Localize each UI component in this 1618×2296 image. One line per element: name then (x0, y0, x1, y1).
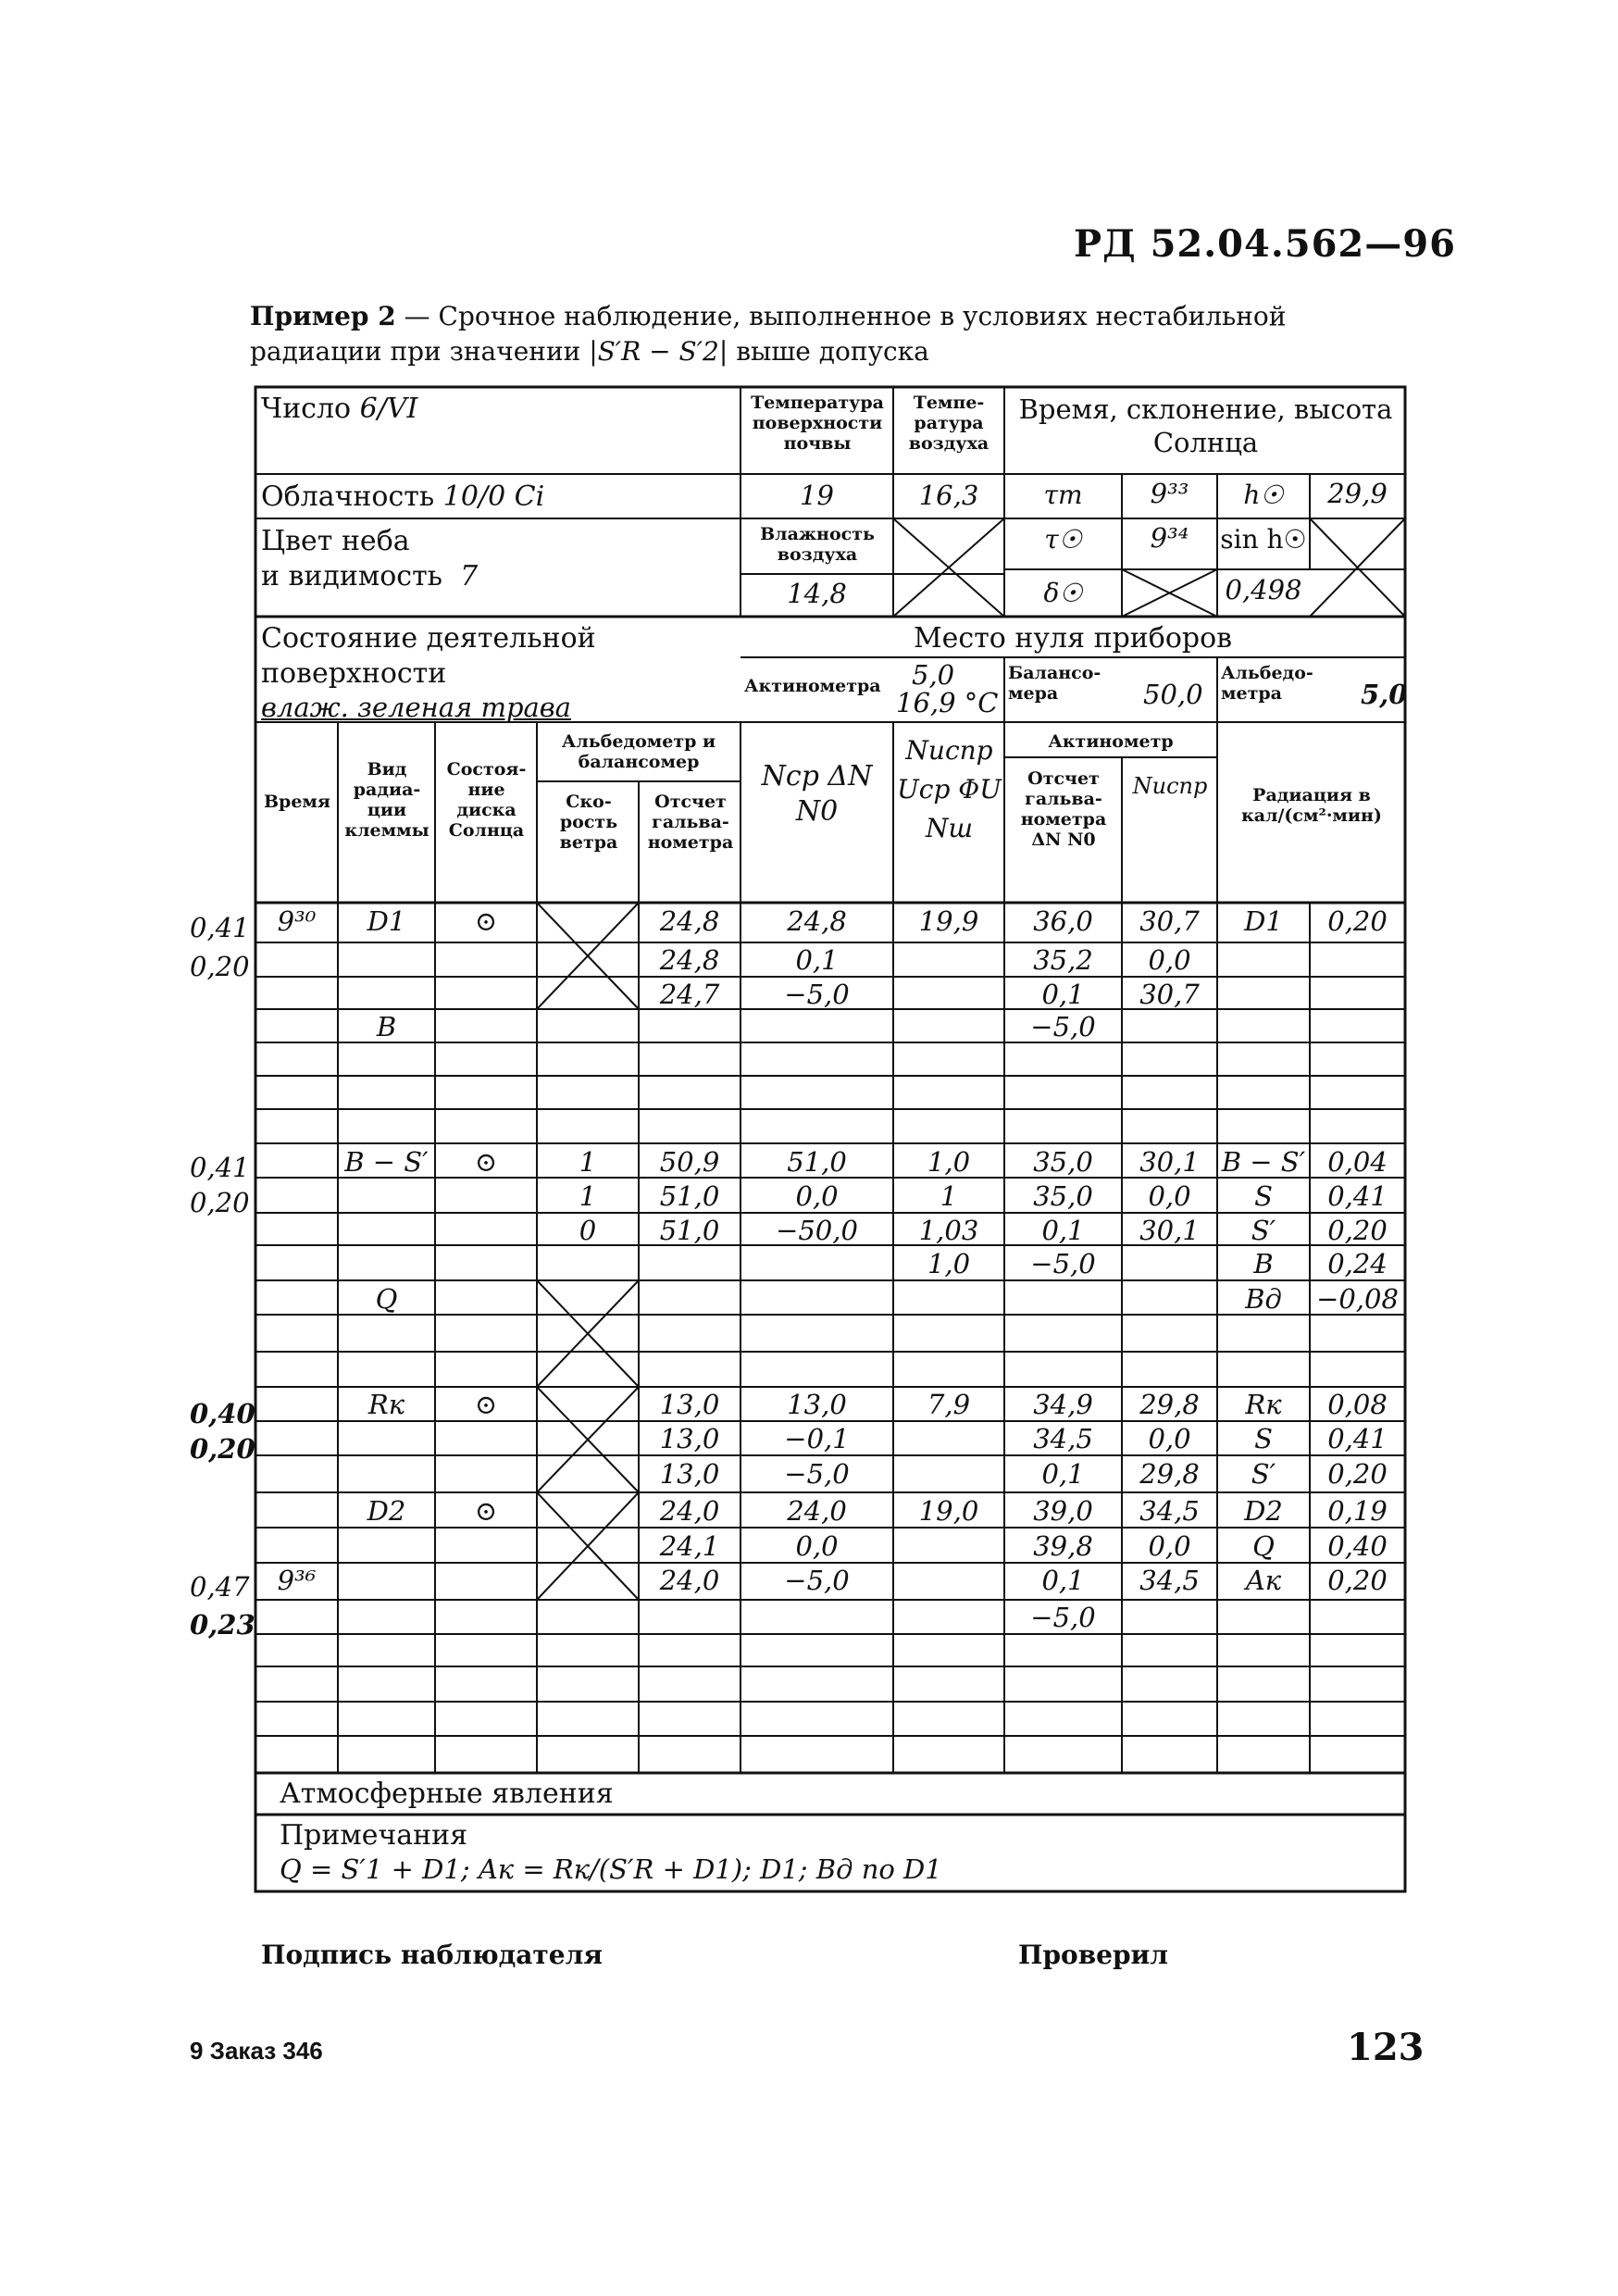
cell-rv: 0,20 (1327, 905, 1388, 937)
cell-actn: 0,0 (1148, 1180, 1191, 1212)
tau-m-label: τm (1043, 480, 1083, 510)
cell-actn: 30,7 (1139, 979, 1200, 1010)
cell-n: 51,0 (787, 1146, 847, 1178)
delta-label: δ☉ (1043, 578, 1083, 608)
cell-rv: 0,04 (1327, 1146, 1388, 1178)
signature-label: Подпись наблюдателя (261, 1940, 604, 1970)
cell-time: 9³⁶ (277, 1565, 317, 1596)
cell-rv: 0,41 (1327, 1180, 1388, 1212)
cell-actn: 29,8 (1139, 1458, 1200, 1490)
col-act-nispr: Nиспр (1132, 773, 1208, 799)
cell-n: 0,1 (795, 944, 839, 976)
surface-value: влаж. зеленая трава (261, 692, 571, 723)
col-radiation: Радиация в кал/(см²·мин) (1241, 785, 1382, 826)
cell-rl: D2 (1244, 1495, 1283, 1527)
example-line2a: радиации при значении | (250, 336, 598, 367)
cell-rl: Bд (1245, 1283, 1282, 1315)
cell-n: 13,0 (787, 1389, 847, 1420)
cell-type: D1 (367, 905, 406, 937)
cell-act: 35,0 (1033, 1146, 1093, 1178)
cell-rv: 0,08 (1327, 1389, 1388, 1420)
col-galv: Отсчет гальва-нометра (647, 792, 734, 853)
cell-type: D2 (367, 1495, 406, 1527)
cell-n: 24,0 (787, 1495, 847, 1527)
h-sun-label: h☉ (1243, 480, 1284, 510)
cell-nispr: 1,0 (927, 1248, 971, 1279)
cell-n: −5,0 (784, 979, 850, 1010)
cell-actn: 34,5 (1139, 1495, 1200, 1527)
col-n: Nср ΔN N0 (761, 760, 873, 828)
air-temp-label: Темпе-ратура воздуха (908, 393, 989, 454)
checked-label: Проверил (1018, 1940, 1169, 1970)
cell-disk: ⊙ (474, 905, 498, 937)
margin-value: 0,47 (190, 1571, 250, 1603)
cell-act: −5,0 (1030, 1011, 1096, 1042)
cell-actn: 29,8 (1139, 1389, 1200, 1420)
example-line2b: | выше допуска (718, 336, 929, 367)
soil-temp-value: 19 (800, 480, 834, 511)
example-formula: S′R − S′2 (597, 336, 719, 367)
notes-formula: Q = S′1 + D1; Aк = Rк/(S′R + D1); D1; Bд по D1 (280, 1853, 942, 1885)
cell-act: 35,0 (1033, 1180, 1093, 1212)
cell-actn: 34,5 (1139, 1565, 1200, 1596)
h-sun-value: 29,9 (1327, 478, 1388, 509)
col-albedo-group: Альбедометр и балансомер (561, 731, 716, 772)
cell-galv: 50,9 (659, 1146, 720, 1178)
cell-n: −5,0 (784, 1565, 850, 1596)
albedo-label: Альбедо-метра (1221, 663, 1313, 704)
cell-nispr: 1,0 (927, 1146, 971, 1178)
cell-disk: ⊙ (474, 1389, 498, 1420)
cell-rl: S (1254, 1423, 1273, 1454)
cell-rv: 0,24 (1327, 1248, 1388, 1279)
col-time: Время (264, 792, 330, 812)
soil-temp-label: Температура поверхности почвы (751, 393, 884, 454)
order-label: 9 Заказ 346 (190, 2037, 323, 2065)
sinh-label: sin h☉ (1220, 524, 1307, 555)
cell-galv: 51,0 (659, 1180, 720, 1212)
cell-wind: 0 (579, 1215, 597, 1246)
cell-rl: S′ (1251, 1215, 1276, 1246)
cell-nispr: 1 (940, 1180, 958, 1212)
cell-act: 0,1 (1041, 1458, 1085, 1490)
cell-nispr: 7,9 (927, 1389, 971, 1420)
cell-n: −50,0 (776, 1215, 858, 1246)
margin-value: 0,23 (190, 1609, 255, 1641)
cell-rv: −0,08 (1316, 1283, 1399, 1315)
cell-n: 0,0 (795, 1180, 839, 1212)
example-line1: — Срочное наблюдение, выполненное в условиях нестабильной (395, 301, 1287, 331)
cell-galv: 24,7 (659, 979, 720, 1010)
cell-galv: 24,8 (659, 944, 720, 976)
cell-galv: 13,0 (659, 1389, 720, 1420)
sky-label-1: Цвет неба (261, 525, 410, 557)
cell-galv: 13,0 (659, 1458, 720, 1490)
cell-act: −5,0 (1030, 1602, 1096, 1633)
actinometer-label: Актинометра (744, 676, 881, 696)
cell-nispr: 19,0 (918, 1495, 979, 1527)
cell-rl: Q (1252, 1530, 1275, 1562)
humidity-value: 14,8 (787, 578, 847, 609)
cell-type: Q (375, 1283, 398, 1315)
margin-value: 0,20 (190, 951, 250, 982)
cell-act: 34,9 (1033, 1389, 1093, 1420)
cell-galv: 24,1 (659, 1530, 720, 1562)
surface-label-2: поверхности (261, 657, 447, 690)
margin-value: 0,20 (190, 1187, 250, 1218)
cell-type: Rк (367, 1389, 405, 1420)
cell-n: 24,8 (787, 905, 847, 937)
cell-n: 0,0 (795, 1530, 839, 1562)
cell-actn: 30,1 (1139, 1215, 1200, 1246)
cell-rv: 0,41 (1327, 1423, 1388, 1454)
cell-wind: 1 (579, 1146, 597, 1178)
cell-act: 36,0 (1033, 905, 1093, 937)
cell-act: 0,1 (1041, 1565, 1085, 1596)
zero-label: Место нуля приборов (913, 622, 1233, 655)
balance-label: Балансо-мера (1008, 663, 1101, 704)
balance-zero: 50,0 (1143, 679, 1203, 710)
cell-time: 9³⁰ (277, 905, 317, 937)
cell-rv: 0,20 (1327, 1215, 1388, 1246)
sky-label-2: и видимость 7 (261, 560, 479, 593)
cell-type: B − S′ (344, 1146, 429, 1178)
atm-label: Атмосферные явления (280, 1778, 614, 1810)
cell-type: B (376, 1011, 397, 1042)
col-act-galv: Отсчет гальва-нометра ΔN N0 (1020, 768, 1107, 850)
cell-rv: 0,20 (1327, 1565, 1388, 1596)
cell-actn: 30,7 (1139, 905, 1200, 937)
cell-rl: B (1253, 1248, 1274, 1279)
cell-act: 39,8 (1033, 1530, 1093, 1562)
cell-galv: 24,8 (659, 905, 720, 937)
sun-label: Время, склонение, высота Солнца (1018, 393, 1393, 458)
humidity-label: Влажность воздуха (760, 524, 875, 565)
cell-disk: ⊙ (474, 1495, 498, 1527)
cell-rl: S (1254, 1180, 1273, 1212)
air-temp-value: 16,3 (918, 480, 979, 511)
cell-actn: 0,0 (1148, 1423, 1191, 1454)
cell-rl: B − S′ (1221, 1146, 1306, 1178)
notes-label: Примечания (280, 1819, 468, 1852)
margin-value: 0,20 (190, 1433, 255, 1465)
cell-rv: 0,20 (1327, 1458, 1388, 1490)
document-code: РД 52.04.562—96 (1074, 222, 1456, 266)
cell-act: 35,2 (1033, 944, 1093, 976)
cell-rl: Aк (1245, 1565, 1282, 1596)
tau-m-value: 9³³ (1150, 478, 1189, 509)
cell-nispr: 19,9 (918, 905, 979, 937)
cell-wind: 1 (579, 1180, 597, 1212)
cell-rl: S′ (1251, 1458, 1276, 1490)
actinometer-temp: 16,9 °C (896, 687, 999, 718)
col-rad-type: Вид радиа-ции клеммы (344, 759, 429, 841)
cell-actn: 30,1 (1139, 1146, 1200, 1178)
page-number: 123 (1347, 2026, 1425, 2069)
col-n-ispr: Nиспр Uср ΦU Nш (897, 735, 1002, 843)
cell-galv: 24,0 (659, 1495, 720, 1527)
cell-rl: D1 (1244, 905, 1283, 937)
cell-disk: ⊙ (474, 1146, 498, 1178)
albedo-zero: 5,0 (1361, 679, 1408, 710)
cell-act: 0,1 (1041, 979, 1085, 1010)
cell-act: −5,0 (1030, 1248, 1096, 1279)
col-disk: Состоя-ние диска Солнца (446, 759, 527, 841)
cell-galv: 13,0 (659, 1423, 720, 1454)
cell-nispr: 1,03 (918, 1215, 979, 1246)
cell-actn: 0,0 (1148, 1530, 1191, 1562)
margin-value: 0,41 (190, 912, 250, 943)
margin-value: 0,40 (190, 1398, 255, 1429)
sinh-value: 0,498 (1225, 574, 1302, 605)
cell-rv: 0,19 (1327, 1495, 1388, 1527)
example-lead: Пример 2 (250, 301, 396, 331)
margin-value: 0,41 (190, 1152, 250, 1183)
cell-act: 34,5 (1033, 1423, 1093, 1454)
cell-n: −0,1 (784, 1423, 850, 1454)
tau-sun-label: τ☉ (1044, 524, 1082, 555)
cloud-label: Облачность 10/0 Ci (261, 480, 545, 513)
cell-galv: 24,0 (659, 1565, 720, 1596)
cell-rl: Rк (1245, 1389, 1282, 1420)
date-label: Число 6/VI (261, 393, 418, 425)
col-act-group: Актинометр (1048, 731, 1174, 752)
cell-act: 0,1 (1041, 1215, 1085, 1246)
actinometer-zero: 5,0 (912, 659, 955, 691)
col-wind: Ско-рость ветра (559, 792, 618, 853)
cell-act: 39,0 (1033, 1495, 1093, 1527)
cell-rv: 0,40 (1327, 1530, 1388, 1562)
cell-n: −5,0 (784, 1458, 850, 1490)
cell-galv: 51,0 (659, 1215, 720, 1246)
surface-label-1: Состояние деятельной (261, 622, 596, 655)
tau-sun-value: 9³⁴ (1150, 522, 1189, 554)
cell-actn: 0,0 (1148, 944, 1191, 976)
